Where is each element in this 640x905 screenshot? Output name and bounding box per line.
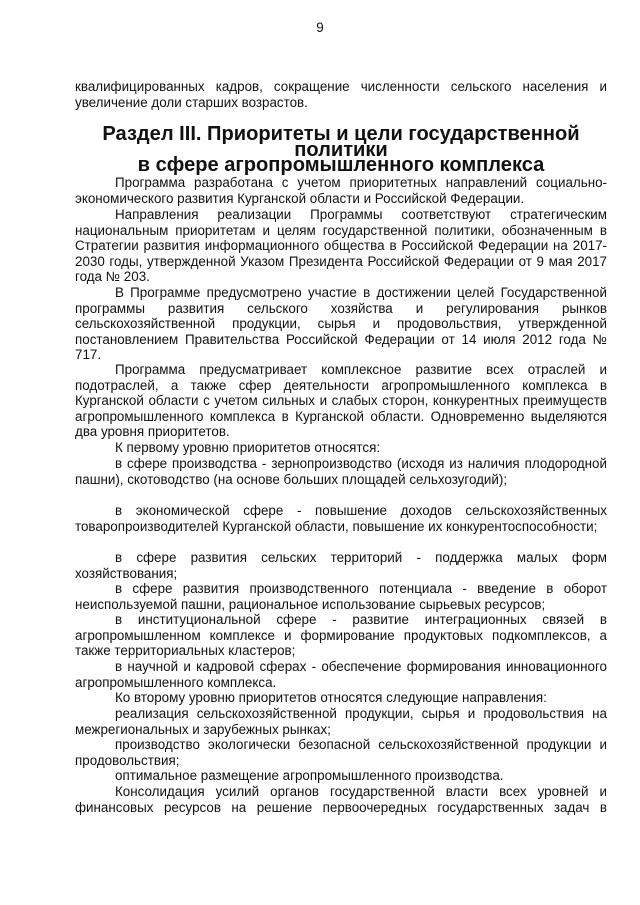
priority-institutional: в институциональной сфере - развитие интеграционных связей в агропромышленном комплексе и формирование продуктовых подкомплексов, а также территориальных кластеров;	[75, 612, 607, 659]
paragraph-1: Программа разработана с учетом приоритетных направлений социально-экономического развития Курганской области и Российской Федерации.	[75, 175, 607, 206]
page-number: 9	[316, 20, 324, 35]
section-title-line1: Раздел III. Приоритеты и цели государственной политики	[102, 123, 580, 161]
paragraph-4: Программа предусматривает комплексное развитие всех отраслей и подотраслей, а также сфер деятельности агропромышленного комплекса в Курганской области с учетом сильных и слабых сторон, конкурентных преимуществ агропромышленного комплекса в Курганской области. Одновременно выделяются два уровня приоритетов.	[75, 362, 607, 440]
section-title-line2: в сфере агропромышленного комплекса	[137, 154, 545, 177]
second-priority-markets: реализация сельскохозяйственной продукции, сырья и продовольствия на межрегиональных и зарубежных рынках;	[75, 706, 607, 737]
priority-science: в научной и кадровой сферах - обеспечение формирования инновационного агропромышленного комплекса.	[75, 659, 607, 690]
priority-rural: в сфере развития сельских территорий - поддержка малых форм хозяйствования;	[75, 550, 607, 581]
second-priority-ecology: производство экологически безопасной сельскохозяйственной продукции и продовольствия;	[75, 737, 607, 768]
paragraph-2: Направления реализации Программы соответствуют стратегическим национальным приоритетам и целям государственной политики, обозначенным в Стратегии развития информационного общества в Российской Федерации на 2017-2030 годы, утвержденной Указом Президента Российской Федерации от 9 мая 2017 года № 203.	[75, 207, 607, 285]
second-level-intro: Ко второму уровню приоритетов относятся следующие направления:	[115, 690, 547, 705]
paragraph-3: В Программе предусмотрено участие в достижении целей Государственной программы развития сельского хозяйства и регулирования рынков сельскохозяйственной продукции, сырья и продовольствия, утвержденной постановлением Правительства Российской Федерации от 14 июля 2012 года № 717.	[75, 285, 607, 363]
section-heading	[75, 123, 607, 177]
second-priority-placement: оптимальное размещение агропромышленного производства.	[115, 768, 504, 783]
paragraph-consolidation: Консолидация усилий органов государственной власти всех уровней и финансовых ресурсов на решение первоочередных государственных задач в	[75, 784, 607, 815]
first-level-intro: К первому уровню приоритетов относятся:	[115, 440, 381, 455]
intro-paragraph: квалифицированных кадров, сокращение численности сельского населения и увеличение доли старших возрастов.	[75, 79, 607, 110]
priority-economic: в экономической сфере - повышение доходов сельскохозяйственных товаропроизводителей Курганской области, повышение их конкурентоспособности;	[75, 503, 607, 534]
priority-production: в сфере производства - зернопроизводство (исходя из наличия плодородной пашни), скотоводство (на основе больших площадей сельхозугодий);	[75, 456, 607, 487]
priority-production-potential: в сфере развития производственного потенциала - введение в оборот неиспользуемой пашни, рациональное использование сырьевых ресурсов;	[75, 581, 607, 612]
